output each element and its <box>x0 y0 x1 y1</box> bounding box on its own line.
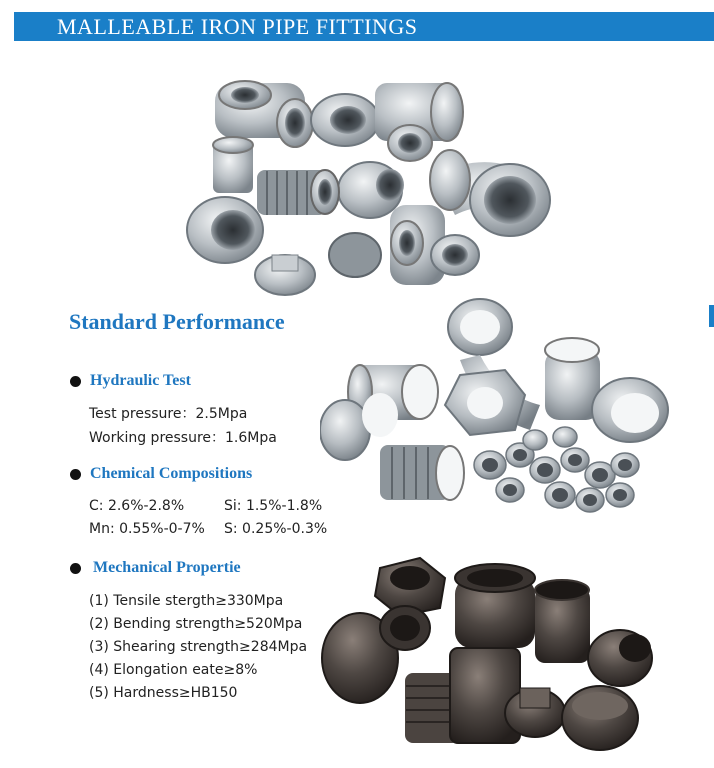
chemical-value: S: 0.25%-0.3% <box>224 521 328 537</box>
mechanical-line: (1) Tensile stergth≥330Mpa <box>89 593 284 609</box>
chemical-value: Mn: 0.55%-0-7% <box>89 521 205 537</box>
hydraulic-line: Working pressure：1.6Mpa <box>89 430 277 446</box>
mechanical-line: (5) Hardness≥HB150 <box>89 685 238 701</box>
bullet-icon <box>70 469 81 480</box>
mechanical-line: (2) Bending strength≥520Mpa <box>89 616 303 632</box>
page-banner <box>14 12 714 41</box>
bullet-icon <box>70 376 81 387</box>
chemical-heading-label: Chemical Compositions <box>90 465 253 482</box>
banner-title: MALLEABLE IRON PIPE FITTINGS <box>57 14 418 39</box>
section-title: Standard Performance <box>69 309 285 334</box>
chemical-heading <box>70 465 252 483</box>
hydraulic-line: Test pressure：2.5Mpa <box>89 406 248 422</box>
mechanical-heading <box>70 559 241 577</box>
hydraulic-heading-label: Hydraulic Test <box>90 372 191 389</box>
mechanical-line: (4) Elongation eate≥8% <box>89 662 258 678</box>
chemical-value: Si: 1.5%-1.8% <box>224 498 323 514</box>
mechanical-heading-label: Mechanical Propertie <box>93 559 241 576</box>
edge-accent-bar <box>709 305 714 327</box>
chemical-value: C: 2.6%-2.8% <box>89 498 185 514</box>
hydraulic-heading <box>70 372 191 390</box>
black-fittings-photo <box>320 548 670 758</box>
lined-fittings-photo <box>320 295 675 525</box>
bullet-icon <box>70 563 81 574</box>
galvanized-fittings-photo <box>185 65 555 300</box>
mechanical-line: (3) Shearing strength≥284Mpa <box>89 639 308 655</box>
